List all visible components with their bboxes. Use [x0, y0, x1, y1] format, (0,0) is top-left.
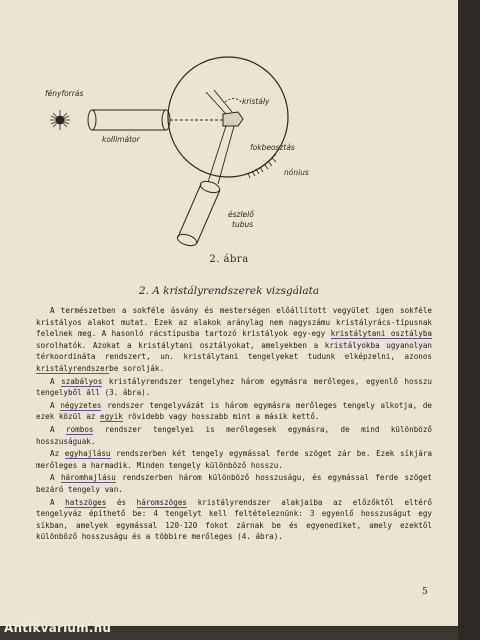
- underlined-term: szabályos: [61, 376, 103, 386]
- paragraph: [36, 448, 432, 471]
- tube-label-1: észlelő: [228, 210, 254, 219]
- background-edge: [458, 0, 480, 640]
- collimator-label: kollimátor: [102, 135, 140, 144]
- paragraph-text: A természetben a sokféle ásvány és mesterségen előállított vegyület igen sokféle kristályos alakot mutat. Ezek az alakok aránylag nem nagyszámu kristályrács-típusnak felelnek meg. A hasonló rácstípusba tartozó kristályok egy-egy: [36, 306, 432, 339]
- paragraph: [36, 472, 432, 495]
- paragraph: [36, 424, 432, 447]
- underlined-term: egyhajlásu: [64, 449, 111, 459]
- paragraph: [36, 376, 432, 399]
- paragraph-text: rendszerben három különböző hosszuságu, és egymással ferde szöget bezáró tengely van.: [36, 473, 432, 494]
- light-rays: [206, 90, 243, 184]
- paragraph-text: A: [50, 400, 61, 410]
- underlined-term: négyzetes: [60, 400, 102, 410]
- paragraph-text: rendszerben két tengely egymással ferde szöget zár be. Ezek síkjára merőleges a harmadik. Minden tengely különböző hosszu.: [36, 449, 432, 470]
- underlined-term: háromhajlásu: [60, 473, 116, 483]
- paragraph: [36, 497, 432, 543]
- paragraph-text: A: [50, 473, 61, 483]
- page-number: 5: [422, 587, 428, 597]
- paragraph: [36, 305, 432, 375]
- collimator-tube: [88, 110, 225, 130]
- scale-label: fokbeosztás: [250, 143, 295, 152]
- tube-label-2: tubus: [232, 220, 254, 229]
- paragraph-text: rendszer tengelyei is merőlegesek egymásra, de mind különböző hosszuságuak.: [36, 424, 432, 446]
- paragraph-text: rövidebb vagy hosszabb mint a másik kettő.: [122, 412, 320, 422]
- paragraph-text: A: [50, 424, 67, 434]
- crystal-label: kristály: [242, 97, 270, 106]
- paragraph-text: Az: [50, 449, 65, 459]
- underlined-term: egyik: [100, 412, 123, 422]
- paragraph-text: és: [106, 497, 137, 507]
- paragraph: [36, 400, 432, 423]
- section-heading: 2. A kristályrendszerek vizsgálata: [138, 285, 320, 297]
- figure-caption: 2. ábra: [209, 254, 249, 265]
- source-label: fényforrás: [45, 89, 84, 98]
- body-text: [36, 305, 432, 544]
- underlined-term: háromszöges: [136, 497, 187, 507]
- paragraph-text: kristályrendszer alakjaiba az előzőktől eltérő tengelyváz építhető be: 4 tengelyt kell feltételeznünk: 3 egyenlő hosszuságut egy síkban, amelyek egymással 120-120 fokot zárnak be és egyenediket, amely ezektől különböző hosszuságu és a többire merőleges (4. ábra).: [36, 497, 432, 542]
- watermark-text: Antikvarium.hu: [4, 621, 112, 635]
- vernier-label: nónius: [284, 168, 309, 177]
- goniometer-figure: [40, 42, 440, 272]
- underlined-term: hatszöges: [65, 497, 107, 507]
- crystal-shape: [223, 112, 243, 126]
- underlined-term: rombos: [66, 424, 94, 434]
- paragraph-text: be sorolják.: [109, 363, 165, 373]
- paragraph-text: sorolhatók. Azokat a kristálytani osztályokat, amelyekben a kristályokba ugyanolyan térkoordináta rendszert, un. kristálytani tengelyeket tudunk elképzelni, azonos: [36, 340, 432, 362]
- paragraph-text: A: [50, 376, 62, 386]
- observation-tube: [176, 179, 221, 248]
- underlined-term: kristálytani osztályba: [330, 329, 432, 339]
- paragraph-text: rendszer tengelyvázát is három egymásra merőleges tengely alkotja, de ezek közül az: [36, 400, 432, 422]
- paragraph-text: kristályrendszer tengelyhez három egymásra merőleges, egyenlő hosszu tengelyből áll (3. ábra).: [36, 376, 432, 398]
- underlined-term: kristályrendszer: [36, 363, 110, 373]
- light-source-icon: [50, 110, 70, 130]
- paragraph-text: A: [50, 497, 66, 507]
